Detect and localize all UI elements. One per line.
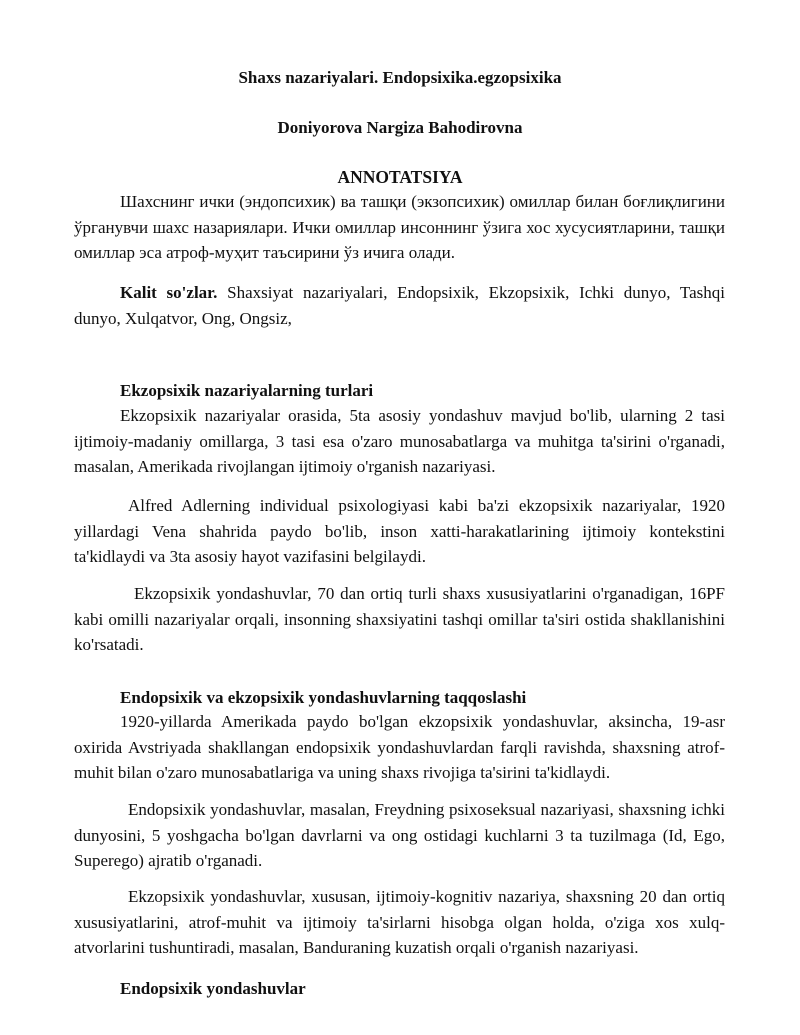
paragraph: Ekzopsixik yondashuvlar, xususan, ijtimoiy-kognitiv nazariya, shaxsning 20 dan ortiq xususiyatlarini, atrof-muhit va ijtimoiy ta'sirlarni hisobga olgan holda, o'ziga xos xulq-atvorlarini tushuntiradi, masalan, Banduraning kuzatish orqali o'rganish nazariyasi. — [74, 887, 725, 957]
document-title: Shaxs nazariyalari. Endopsixika.egzopsixika — [238, 68, 562, 87]
paragraph: Ekzopsixik yondashuvlar, 70 dan ortiq turli shaxs xususiyatlarini o'rganadigan, 16PF kabi omilli nazariyalar orqali, insonning shaxsiyatini tashqi omillar ta'siri ostida shakllanishini ko'rsatadi. — [74, 584, 725, 654]
section-heading-ekzopsixik-types: Ekzopsixik nazariyalarning turlari — [120, 381, 374, 400]
paragraph: Alfred Adlerning individual psixologiyasi kabi ba'zi ekzopsixik nazariyalar, 1920 yillardagi Vena shahrida paydo bo'lib, inson xatti-harakatlarining ijtimoiy kontekstini ta'kidlaydi va 3ta asosiy hayot vazifasini belgilaydi. — [74, 496, 725, 566]
paragraph: Endopsixik yondashuvlar, masalan, Freydning psixoseksual nazariyasi, shaxsning ichki dunyosini, 5 yoshgacha bo'lgan davrlarni va ong ostidagi kuchlarni 3 ta tuzilmaga (Id, Ego, Superego) ajratib o'rganadi. — [74, 800, 725, 870]
annotation-heading: ANNOTATSIYA — [337, 167, 463, 187]
author-name: Doniyorova Nargiza Bahodirovna — [277, 118, 523, 137]
paragraph: Ekzopsixik nazariyalar orasida, 5ta asosiy yondashuv mavjud bo'lib, ularning 2 tasi ijtimoiy-madaniy omillarga, 3 tasi esa o'zaro munosabatlarga va muhitga ta'sirini o'rganadi, masalan, Amerikada rivojlangan ijtimoiy o'rganish nazariyasi. — [74, 406, 725, 476]
keywords-paragraph — [74, 280, 725, 331]
paragraph: 1920-yillarda Amerikada paydo bo'lgan ekzopsixik yondashuvlar, aksincha, 19-asr oxirida Avstriyada shakllangan endopsixik yondashuvlardan farqli ravishda, shaxsning atrof-muhit bilan o'zaro munosabatlariga va uning shaxs rivojiga ta'sirini ta'kidlaydi. — [74, 712, 725, 782]
keywords-text: Shaxsiyat nazariyalari, Endopsixik, Ekzopsixik, Ichki dunyo, Tashqi dunyo, Xulqatvor, Ong, Ongsiz, — [74, 283, 725, 328]
section-heading-comparison: Endopsixik va ekzopsixik yondashuvlarning taqqoslashi — [120, 688, 527, 707]
annotation-paragraph: Шахснинг ички (эндопсихик) ва ташқи (экзопсихик) омиллар билан боғлиқлигини ўрганувчи шахс назариялари. Ички омиллар инсоннинг ўзига хос хусусиятларини, ташқи омиллар эса атроф-муҳит таъсирини ўз ичига олади. — [74, 192, 725, 262]
section-heading-endopsixik: Endopsixik yondashuvlar — [120, 979, 306, 998]
keywords-label: Kalit so'zlar. — [120, 283, 218, 302]
